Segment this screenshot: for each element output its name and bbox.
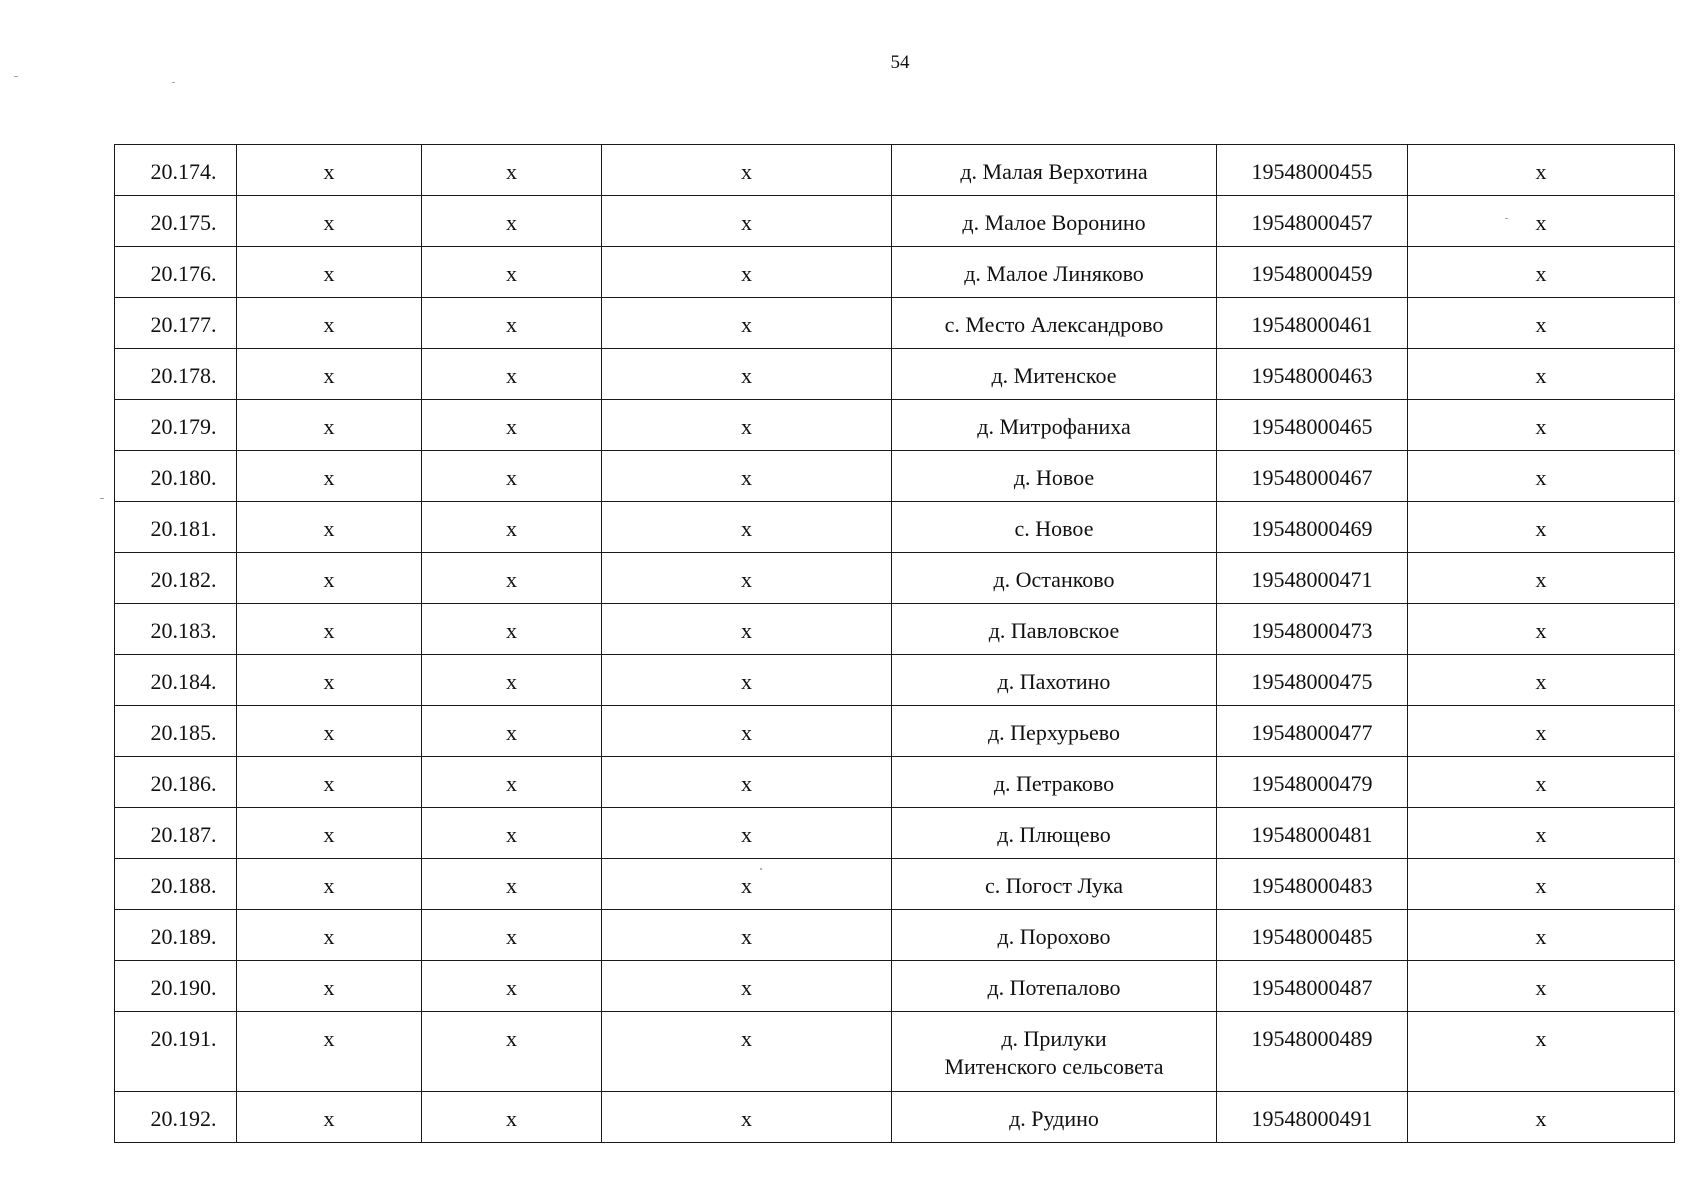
cell-x: х [422, 247, 602, 298]
oktmo-code: 19548000479 [1217, 757, 1408, 808]
cell-x: х [237, 553, 422, 604]
oktmo-code: 19548000481 [1217, 808, 1408, 859]
cell-x: х [237, 502, 422, 553]
settlement-name: д. Петраково [892, 757, 1217, 808]
cell-x: х [237, 349, 422, 400]
cell-x: х [237, 1012, 422, 1092]
oktmo-code: 19548000473 [1217, 604, 1408, 655]
table-row [115, 1092, 1675, 1143]
row-number: 20.177. [115, 298, 237, 349]
settlement-name: д. Перхурьево [892, 706, 1217, 757]
settlement-name: д. Малое Воронино [892, 196, 1217, 247]
cell-x: х [602, 1092, 892, 1143]
cell-x: х [1408, 910, 1675, 961]
cell-x: х [422, 859, 602, 910]
settlement-name: д. Малая Верхотина [892, 145, 1217, 196]
row-number: 20.178. [115, 349, 237, 400]
cell-x: х [602, 400, 892, 451]
oktmo-code: 19548000459 [1217, 247, 1408, 298]
cell-x: х [1408, 400, 1675, 451]
cell-x: х [602, 655, 892, 706]
settlement-name: д. Плющево [892, 808, 1217, 859]
settlement-registry-table [114, 144, 1675, 1143]
cell-x: х [422, 196, 602, 247]
cell-x: х [237, 910, 422, 961]
cell-x: х [422, 1012, 602, 1092]
settlement-name: д. Митенское [892, 349, 1217, 400]
row-number: 20.191. [115, 1012, 237, 1092]
settlement-name: д. Пахотино [892, 655, 1217, 706]
table-row [115, 349, 1675, 400]
oktmo-code: 19548000457 [1217, 196, 1408, 247]
table-row [115, 502, 1675, 553]
oktmo-code: 19548000487 [1217, 961, 1408, 1012]
cell-x: х [237, 961, 422, 1012]
table-row [115, 553, 1675, 604]
table-row [115, 859, 1675, 910]
settlement-name [892, 1012, 1217, 1092]
scan-speck [760, 868, 762, 870]
oktmo-code: 19548000475 [1217, 655, 1408, 706]
cell-x: х [422, 655, 602, 706]
cell-x: х [1408, 451, 1675, 502]
cell-x: х [422, 808, 602, 859]
table-row [115, 655, 1675, 706]
cell-x: х [1408, 298, 1675, 349]
cell-x: х [1408, 604, 1675, 655]
cell-x: х [1408, 553, 1675, 604]
cell-x: х [1408, 961, 1675, 1012]
oktmo-code: 19548000467 [1217, 451, 1408, 502]
cell-x: х [602, 451, 892, 502]
row-number: 20.187. [115, 808, 237, 859]
table-row [115, 400, 1675, 451]
table-row [115, 706, 1675, 757]
cell-x: х [237, 655, 422, 706]
cell-x: х [422, 145, 602, 196]
row-number: 20.188. [115, 859, 237, 910]
cell-x: х [602, 961, 892, 1012]
cell-x: х [602, 706, 892, 757]
cell-x: х [1408, 349, 1675, 400]
settlement-name: д. Потепалово [892, 961, 1217, 1012]
oktmo-code: 19548000489 [1217, 1012, 1408, 1092]
cell-x: х [1408, 145, 1675, 196]
oktmo-code: 19548000485 [1217, 910, 1408, 961]
scan-speck [14, 76, 18, 77]
cell-x: х [1408, 502, 1675, 553]
table-row [115, 145, 1675, 196]
row-number: 20.174. [115, 145, 237, 196]
settlement-name: д. Останково [892, 553, 1217, 604]
cell-x: х [237, 451, 422, 502]
row-number: 20.185. [115, 706, 237, 757]
settlement-name: д. Порохово [892, 910, 1217, 961]
oktmo-code: 19548000491 [1217, 1092, 1408, 1143]
row-number: 20.181. [115, 502, 237, 553]
cell-x: х [1408, 1092, 1675, 1143]
settlement-name: д. Рудино [892, 1092, 1217, 1143]
cell-x: х [422, 400, 602, 451]
cell-x: х [602, 196, 892, 247]
cell-x: х [237, 298, 422, 349]
cell-x: х [602, 298, 892, 349]
settlement-name: с. Погост Лука [892, 859, 1217, 910]
cell-x: х [237, 400, 422, 451]
settlement-name: с. Место Александрово [892, 298, 1217, 349]
oktmo-code: 19548000465 [1217, 400, 1408, 451]
cell-x: х [422, 298, 602, 349]
cell-x: х [422, 604, 602, 655]
row-number: 20.176. [115, 247, 237, 298]
row-number: 20.179. [115, 400, 237, 451]
table-row [115, 247, 1675, 298]
cell-x: х [237, 145, 422, 196]
page-number: 54 [890, 52, 910, 73]
cell-x: х [602, 859, 892, 910]
cell-x: х [602, 502, 892, 553]
row-number: 20.192. [115, 1092, 237, 1143]
cell-x: х [1408, 808, 1675, 859]
cell-x: х [237, 859, 422, 910]
cell-x: х [602, 145, 892, 196]
oktmo-code: 19548000471 [1217, 553, 1408, 604]
oktmo-code: 19548000477 [1217, 706, 1408, 757]
table-row [115, 604, 1675, 655]
cell-x: х [422, 553, 602, 604]
table-row [115, 808, 1675, 859]
settlement-name: с. Новое [892, 502, 1217, 553]
cell-x: х [237, 808, 422, 859]
table-row [115, 910, 1675, 961]
cell-x: х [1408, 1012, 1675, 1092]
cell-x: х [422, 706, 602, 757]
settlement-name: д. Митрофаниха [892, 400, 1217, 451]
scan-speck [1505, 218, 1508, 219]
settlement-name-line1: д. Прилуки [1001, 1026, 1107, 1051]
table-row [115, 451, 1675, 502]
row-number: 20.189. [115, 910, 237, 961]
settlement-name-line2: Митенского сельсовета [944, 1054, 1164, 1079]
table-row [115, 196, 1675, 247]
table-row [115, 1012, 1675, 1092]
cell-x: х [237, 604, 422, 655]
cell-x: х [1408, 706, 1675, 757]
row-number: 20.184. [115, 655, 237, 706]
oktmo-code: 19548000463 [1217, 349, 1408, 400]
cell-x: х [422, 451, 602, 502]
cell-x: х [602, 1012, 892, 1092]
cell-x: х [422, 961, 602, 1012]
oktmo-code: 19548000461 [1217, 298, 1408, 349]
row-number: 20.182. [115, 553, 237, 604]
cell-x: х [1408, 655, 1675, 706]
cell-x: х [422, 1092, 602, 1143]
row-number: 20.190. [115, 961, 237, 1012]
cell-x: х [1408, 757, 1675, 808]
oktmo-code: 19548000469 [1217, 502, 1408, 553]
cell-x: х [1408, 247, 1675, 298]
cell-x: х [422, 757, 602, 808]
row-number: 20.186. [115, 757, 237, 808]
table-row [115, 757, 1675, 808]
settlement-name: д. Малое Линяково [892, 247, 1217, 298]
cell-x: х [602, 349, 892, 400]
settlement-name: д. Павловское [892, 604, 1217, 655]
cell-x: х [237, 757, 422, 808]
cell-x: х [422, 349, 602, 400]
cell-x: х [602, 910, 892, 961]
cell-x: х [602, 247, 892, 298]
oktmo-code: 19548000455 [1217, 145, 1408, 196]
cell-x: х [422, 502, 602, 553]
table-row [115, 298, 1675, 349]
row-number: 20.180. [115, 451, 237, 502]
cell-x: х [237, 706, 422, 757]
scan-speck [100, 498, 104, 499]
cell-x: х [422, 910, 602, 961]
row-number: 20.183. [115, 604, 237, 655]
cell-x: х [602, 604, 892, 655]
cell-x: х [237, 196, 422, 247]
cell-x: х [237, 1092, 422, 1143]
cell-x: х [602, 553, 892, 604]
cell-x: х [1408, 859, 1675, 910]
cell-x: х [602, 808, 892, 859]
cell-x: х [237, 247, 422, 298]
scan-speck [172, 82, 175, 83]
cell-x: х [602, 757, 892, 808]
table-row [115, 961, 1675, 1012]
row-number: 20.175. [115, 196, 237, 247]
settlement-name: д. Новое [892, 451, 1217, 502]
oktmo-code: 19548000483 [1217, 859, 1408, 910]
cell-x: х [1408, 196, 1675, 247]
